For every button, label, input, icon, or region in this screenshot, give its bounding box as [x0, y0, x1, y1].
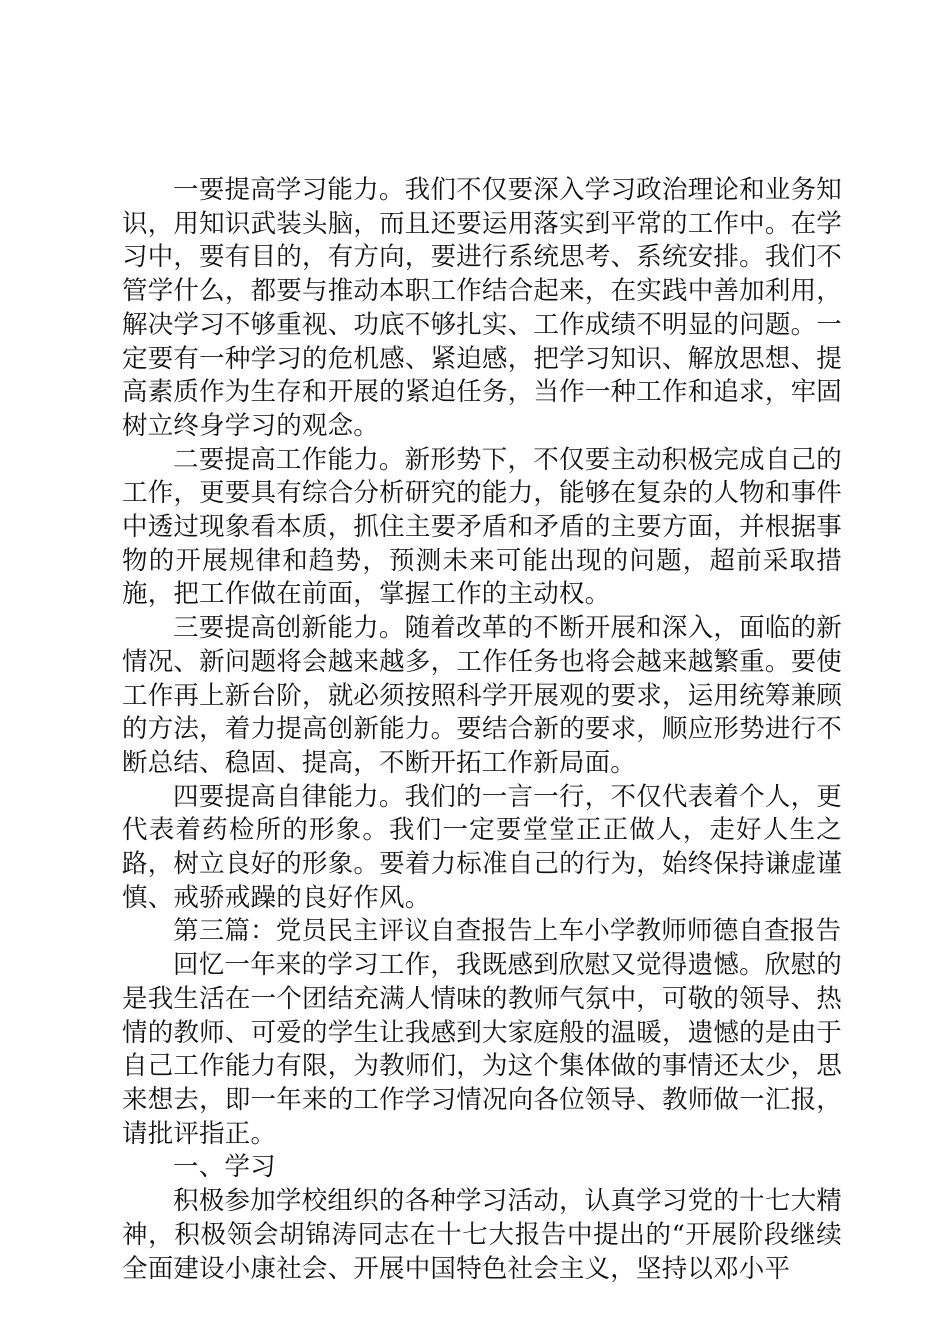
paragraph-review-year: 回忆一年来的学习工作，我既感到欣慰又觉得遗憾。欣慰的是我生活在一个团结充满人情味的教师气氛中，可敬的领导、热情的教师、可爱的学生让我感到大家庭般的温暖，遗憾的是由于自己工作能力有限，为教师们，为这个集体做的事情还太少，思来想去，即一年来的工作学习情况向各位领导、教师做一汇报，请批评指正。 [122, 950, 842, 1149]
paragraph-work-ability: 二要提高工作能力。新形势下，不仅要主动积极完成自己的工作，更要具有综合分析研究的能力，能够在复杂的人物和事件中透过现象看本质，抓住主要矛盾和矛盾的主要方面，并根据事物的开展规律和趋势，预测未来可能出现的问题，超前采取措施，把工作做在前面，掌握工作的主动权。 [122, 444, 842, 610]
paragraph-study-ability: 一要提高学习能力。我们不仅要深入学习政治理论和业务知识，用知识武装头脑，而且还要运用落实到平常的工作中。在学习中，要有目的，有方向，要进行系统思考、系统安排。我们不管学什么，都要与推动本职工作结合起来，在实践中善加利用，解决学习不够重视、功底不够扎实、工作成绩不明显的问题。一定要有一种学习的危机感、紧迫感，把学习知识、解放思想、提高素质作为生存和开展的紧迫任务，当作一种工作和追求，牢固树立终身学习的观念。 [122, 175, 842, 441]
document-body [122, 174, 842, 1286]
paragraph-study-activities: 积极参加学校组织的各种学习活动，认真学习党的十七大精神，积极领会胡锦涛同志在十七大报告中提出的“开展阶段继续全面建设小康社会、开展中国特色社会主义，坚持以邓小平 [122, 1186, 842, 1284]
paragraph-self-discipline: 四要提高自律能力。我们的一言一行，不仅代表着个人，更代表着药检所的形象。我们一定要堂堂正正做人，走好人生之路，树立良好的形象。要着力标准自己的行为，始终保持谦虚谨慎、戒骄戒躁的良好作风。 [122, 781, 842, 913]
section-title-part-three: 第三篇：党员民主评议自查报告上车小学教师师德自查报告 [173, 916, 842, 947]
paragraph-innovation-ability: 三要提高创新能力。随着改革的不断开展和深入，面临的新情况、新问题将会越来越多，工作任务也将会越来越繁重。要使工作再上新台阶，就必须按照科学开展观的要求，运用统筹兼顾的方法，着力提高创新能力。要结合新的要求，顺应形势进行不断总结、稳固、提高，不断开拓工作新局面。 [122, 613, 842, 778]
section-heading-study: 一、学习 [173, 1152, 276, 1183]
